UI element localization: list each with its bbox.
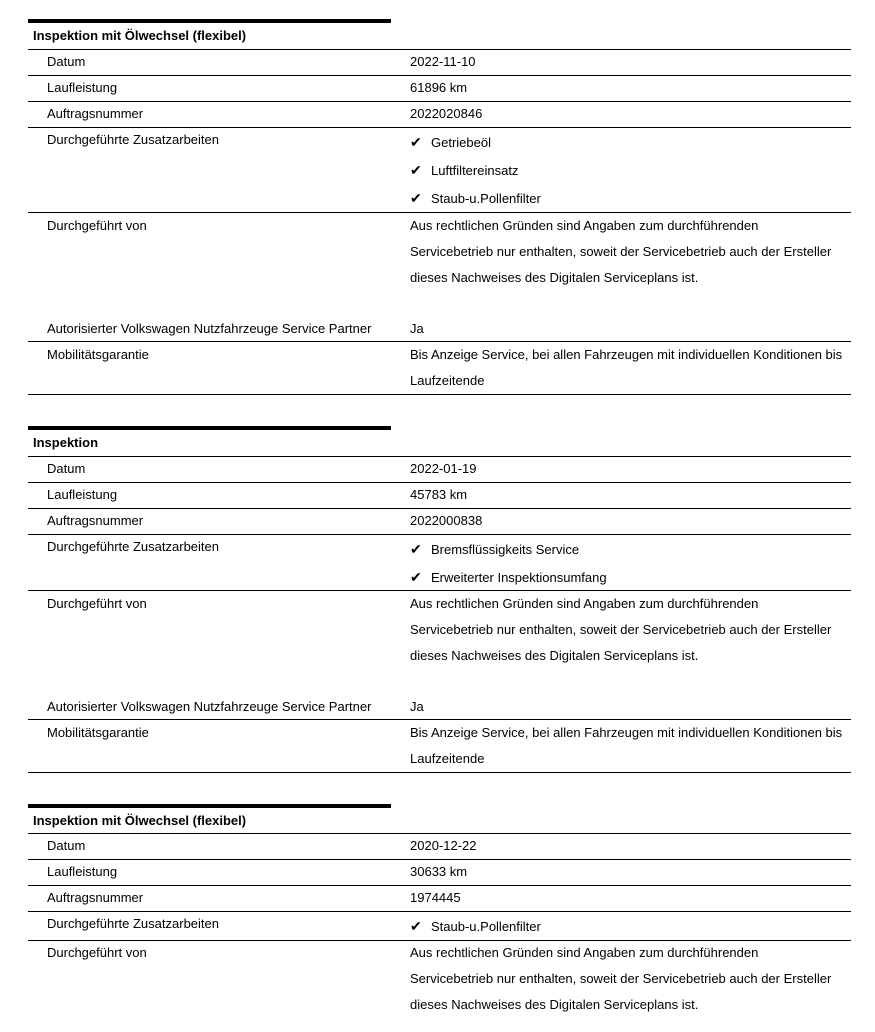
section-title: Inspektion [33, 435, 99, 450]
zusatzarbeit-item: ✔ Staub-u.Pollenfilter [410, 190, 541, 206]
partner-value: Ja [410, 321, 424, 336]
divider [28, 534, 851, 535]
durchgefuehrt-label: Durchgeführt von [47, 218, 147, 233]
durchgefuehrt-line: Servicebetrieb nur enthalten, soweit der Servicebetrieb auch der Ersteller [410, 622, 832, 637]
zusatzarbeit-item: ✔ Bremsflüssigkeits Service [410, 541, 580, 557]
laufleistung-label: Laufleistung [47, 864, 118, 879]
durchgefuehrt-line: Aus rechtlichen Gründen sind Angaben zum durchführenden [410, 945, 759, 960]
durchgefuehrt-line: dieses Nachweises des Digitalen Serviceplans ist. [410, 270, 699, 285]
mobilitaet-label: Mobilitätsgarantie [47, 725, 149, 740]
divider [28, 508, 851, 509]
durchgefuehrt-label: Durchgeführt von [47, 596, 147, 611]
zusatzarbeiten-label: Durchgeführte Zusatzarbeiten [47, 916, 219, 931]
section-title: Inspektion mit Ölwechsel (flexibel) [33, 28, 247, 43]
check-icon: ✔ [410, 162, 422, 178]
laufleistung-value: 45783 km [410, 487, 468, 502]
divider [28, 885, 851, 886]
divider [28, 49, 851, 50]
auftragsnummer-value: 1974445 [410, 890, 461, 905]
divider [28, 719, 851, 720]
zusatzarbeiten-label: Durchgeführte Zusatzarbeiten [47, 539, 219, 554]
service-entry-1 [28, 19, 851, 399]
durchgefuehrt-label: Durchgeführt von [47, 945, 147, 960]
divider [28, 859, 851, 860]
datum-value: 2020-12-22 [410, 838, 477, 853]
durchgefuehrt-line: Servicebetrieb nur enthalten, soweit der Servicebetrieb auch der Ersteller [410, 971, 832, 986]
mobilitaet-label: Mobilitätsgarantie [47, 347, 149, 362]
laufleistung-value: 30633 km [410, 864, 468, 879]
durchgefuehrt-line: Aus rechtlichen Gründen sind Angaben zum durchführenden [410, 596, 759, 611]
partner-value: Ja [410, 699, 424, 714]
durchgefuehrt-line: dieses Nachweises des Digitalen Serviceplans ist. [410, 997, 699, 1012]
divider [28, 590, 851, 591]
laufleistung-value: 61896 km [410, 80, 468, 95]
auftragsnummer-label: Auftragsnummer [47, 513, 144, 528]
divider [28, 212, 851, 213]
mobilitaet-line: Laufzeitende [410, 751, 485, 766]
zusatzarbeiten-label: Durchgeführte Zusatzarbeiten [47, 132, 219, 147]
mobilitaet-line: Bis Anzeige Service, bei allen Fahrzeugen mit individuellen Konditionen bis [410, 347, 843, 362]
partner-label: Autorisierter Volkswagen Nutzfahrzeuge Service Partner [47, 321, 372, 336]
section-bar [28, 426, 391, 430]
divider [28, 127, 851, 128]
divider [28, 940, 851, 941]
divider [28, 772, 851, 773]
durchgefuehrt-line: dieses Nachweises des Digitalen Serviceplans ist. [410, 648, 699, 663]
divider [28, 75, 851, 76]
datum-label: Datum [47, 54, 86, 69]
divider [28, 911, 851, 912]
section-bar [28, 19, 391, 23]
laufleistung-label: Laufleistung [47, 80, 118, 95]
check-icon: ✔ [410, 569, 422, 585]
durchgefuehrt-line: Servicebetrieb nur enthalten, soweit der Servicebetrieb auch der Ersteller [410, 244, 832, 259]
section-title: Inspektion mit Ölwechsel (flexibel) [33, 813, 247, 828]
auftragsnummer-label: Auftragsnummer [47, 106, 144, 121]
datum-label: Datum [47, 838, 86, 853]
mobilitaet-line: Laufzeitende [410, 373, 485, 388]
divider [28, 833, 851, 834]
auftragsnummer-label: Auftragsnummer [47, 890, 144, 905]
divider [28, 456, 851, 457]
service-entry-3 [28, 804, 851, 1032]
datum-value: 2022-11-10 [410, 54, 476, 69]
partner-label: Autorisierter Volkswagen Nutzfahrzeuge Service Partner [47, 699, 372, 714]
check-icon: ✔ [410, 541, 422, 557]
check-icon: ✔ [410, 918, 422, 934]
section-bar [28, 804, 391, 808]
zusatzarbeit-item: ✔ Erweiterter Inspektionsumfang [410, 569, 607, 585]
zusatzarbeit-item: ✔ Luftfiltereinsatz [410, 162, 519, 178]
laufleistung-label: Laufleistung [47, 487, 118, 502]
service-entry-2 [28, 426, 851, 776]
auftragsnummer-value: 2022000838 [410, 513, 483, 528]
zusatzarbeit-item: ✔ Staub-u.Pollenfilter [410, 918, 541, 934]
divider [28, 394, 851, 395]
divider [28, 482, 851, 483]
datum-value: 2022-01-19 [410, 461, 477, 476]
mobilitaet-line: Bis Anzeige Service, bei allen Fahrzeugen mit individuellen Konditionen bis [410, 725, 843, 740]
check-icon: ✔ [410, 190, 422, 206]
datum-label: Datum [47, 461, 86, 476]
divider [28, 101, 851, 102]
check-icon: ✔ [410, 134, 422, 150]
auftragsnummer-value: 2022020846 [410, 106, 483, 121]
zusatzarbeit-item: ✔ Getriebeöl [410, 134, 491, 150]
durchgefuehrt-line: Aus rechtlichen Gründen sind Angaben zum durchführenden [410, 218, 759, 233]
divider [28, 341, 851, 342]
